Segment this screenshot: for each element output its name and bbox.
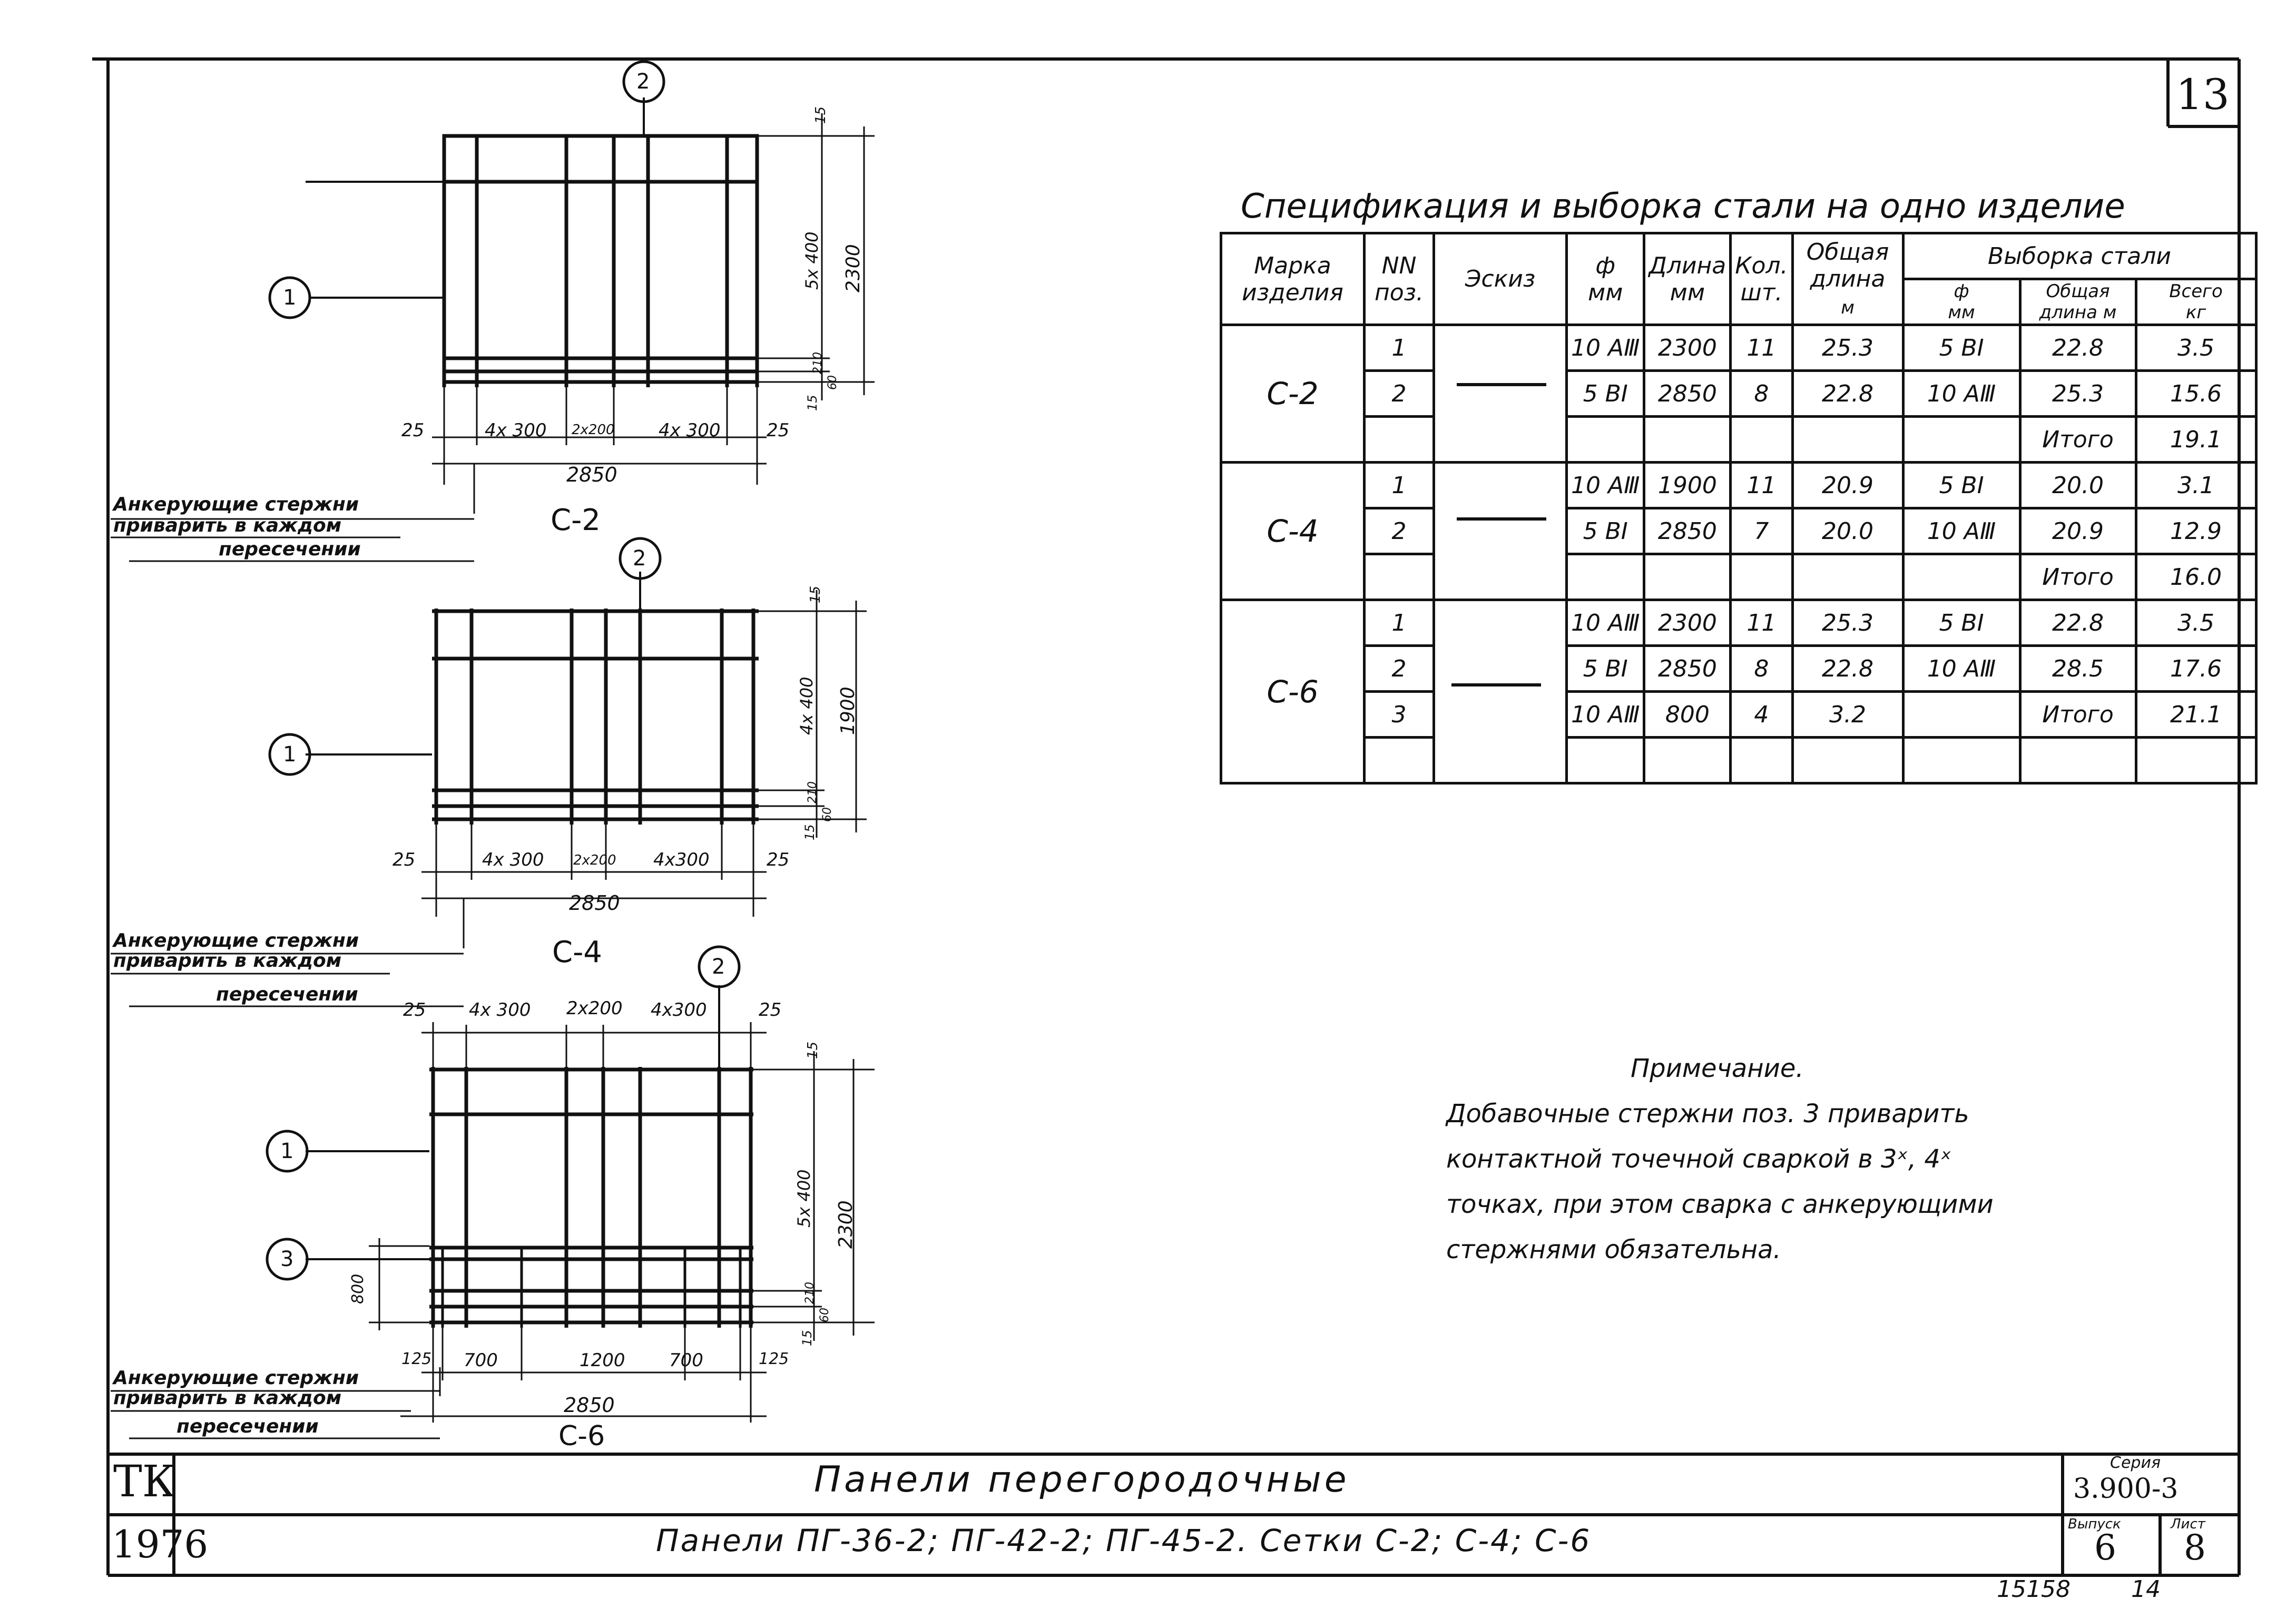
table-row <box>1221 463 2256 508</box>
series-label: Серия <box>2110 1454 2161 1472</box>
cell-len: 2300 <box>1644 325 1731 371</box>
callout-2-c2: 2 <box>636 70 650 94</box>
cell-len <box>1644 738 1731 783</box>
cell-dia <box>1567 417 1644 463</box>
table-row-total <box>1221 554 2256 600</box>
cell-pos: 2 <box>1365 508 1434 554</box>
c4-dim-4x300-a: 4x 300 <box>482 849 544 870</box>
c2-dim-210: 210 <box>811 352 825 374</box>
cell-total: 20.0 <box>1792 508 1903 554</box>
c4-total-width: 2850 <box>569 891 620 915</box>
cell-pos: 2 <box>1365 646 1434 692</box>
header-sel-total: Всего кг <box>2136 279 2256 325</box>
callout-2-c6: 2 <box>712 955 725 979</box>
cell-len: 2850 <box>1644 371 1731 417</box>
note-line-3: точках, при этом сварка с анкерующими <box>1446 1190 1994 1219</box>
header-sel-len: Общая длина м <box>2020 279 2136 325</box>
cell-sel-kg <box>2136 738 2256 783</box>
cell-sel-kg: 12.9 <box>2136 508 2256 554</box>
sketch-c2 <box>1434 325 1567 463</box>
c6-dim-800: 800 <box>349 1273 367 1304</box>
cell-sel-dia: 5 ВⅠ <box>1903 325 2020 371</box>
cell-qty: 11 <box>1731 463 1792 508</box>
cell-len: 2300 <box>1644 600 1731 646</box>
c6-dim-bottom-1200: 1200 <box>580 1350 625 1371</box>
header-mark: Марка изделия <box>1221 233 1365 325</box>
c2-dim-top-15: 15 <box>813 106 829 124</box>
table-row-total <box>1221 417 2256 463</box>
cell-qty: 8 <box>1731 646 1792 692</box>
cell-pos: 3 <box>1365 692 1434 738</box>
callout-2-c4: 2 <box>633 546 646 571</box>
cell-qty: 11 <box>1731 325 1792 371</box>
callout-1-c6: 1 <box>280 1139 294 1163</box>
c4-anchor-note-line3: пересечении <box>216 984 358 1005</box>
c6-dim-top-4x300-a: 4x 300 <box>469 999 531 1021</box>
cell-total <box>1792 554 1903 600</box>
c6-dim-bottom-700-a: 700 <box>464 1350 498 1371</box>
header-sel-dia: ф мм <box>1903 279 2020 325</box>
c6-dim-top-right-25: 25 <box>759 999 782 1021</box>
callout-1-c2: 1 <box>283 286 297 310</box>
cell-qty: 7 <box>1731 508 1792 554</box>
cell-qty: 8 <box>1731 371 1792 417</box>
c2-dim-60: 60 <box>826 375 839 390</box>
cell-pos: 2 <box>1365 371 1434 417</box>
drawing-title: Панели перегородочные <box>814 1459 1350 1501</box>
cell-sel-kg: 17.6 <box>2136 646 2256 692</box>
cell-total <box>1792 738 1903 783</box>
cell-qty <box>1731 738 1792 783</box>
c2-total-width: 2850 <box>566 463 617 486</box>
cell-sel-dia: 5 ВⅠ <box>1903 600 2020 646</box>
cell-len: 1900 <box>1644 463 1731 508</box>
spec-title: Спецификация и выборка стали на одно изделие <box>1241 187 2125 226</box>
cell-qty <box>1731 554 1792 600</box>
cell-total-label: Итого <box>2020 554 2136 600</box>
cell-total: 20.9 <box>1792 463 1903 508</box>
cell-len <box>1644 417 1731 463</box>
c6-dim-5x400: 5x 400 <box>794 1169 814 1228</box>
mesh-c6 <box>429 1067 753 1328</box>
cell-dia: 10 АⅢ <box>1567 692 1644 738</box>
c4-dim-4x300-b: 4x300 <box>653 849 710 870</box>
cell-total-kg: 21.1 <box>2136 692 2256 738</box>
c4-anchor-note-line1: Анкерующие стержни <box>113 930 359 952</box>
c4-dim-left-25: 25 <box>393 849 416 870</box>
cell-len <box>1644 554 1731 600</box>
cell-dia: 10 АⅢ <box>1567 600 1644 646</box>
cell-sel-dia <box>1903 417 2020 463</box>
cell-sel-dia: 5 ВⅠ <box>1903 463 2020 508</box>
cell-sel-dia: 10 АⅢ <box>1903 371 2020 417</box>
c6-total-height: 2300 <box>835 1200 857 1249</box>
c4-dim-4x400: 4x 400 <box>797 676 817 735</box>
cell-sel-len: 28.5 <box>2020 646 2136 692</box>
c4-dim-top-15: 15 <box>808 585 823 603</box>
c6-dim-top-2x200: 2x200 <box>566 998 623 1019</box>
cell-qty <box>1731 417 1792 463</box>
note-heading: Примечание. <box>1631 1054 1804 1083</box>
c2-dim-2x200: 2x200 <box>572 422 615 438</box>
issue-label: Выпуск <box>2068 1516 2121 1532</box>
year: 1976 <box>112 1522 209 1566</box>
c2-anchor-note-line2: приварить в каждом <box>113 515 342 536</box>
cell-total-label: Итого <box>2020 417 2136 463</box>
header-total-len: Общая длина м <box>1792 233 1903 325</box>
page-number: 14 <box>2131 1576 2161 1603</box>
c2-dim-bottom-15: 15 <box>805 395 820 411</box>
org-code: ТК <box>113 1457 176 1507</box>
cell-pos: 1 <box>1365 463 1434 508</box>
cell-dia: 10 АⅢ <box>1567 463 1644 508</box>
table-row <box>1221 325 2256 371</box>
cell-sel-kg: 3.1 <box>2136 463 2256 508</box>
c6-dim-top-15: 15 <box>805 1041 821 1059</box>
c2-label: С-2 <box>551 503 601 537</box>
cell-pos <box>1365 738 1434 783</box>
cell-total: 22.8 <box>1792 371 1903 417</box>
cell-len: 800 <box>1644 692 1731 738</box>
mark-c4: С-4 <box>1221 463 1365 600</box>
sheet-value: 8 <box>2184 1527 2206 1568</box>
cell-sel-dia: 10 АⅢ <box>1903 646 2020 692</box>
drawing-subtitle: Панели ПГ-36-2; ПГ-42-2; ПГ-45-2. Сетки С-2; С-4; С-6 <box>656 1523 1592 1558</box>
c6-label: С-6 <box>558 1420 605 1452</box>
cell-total-kg: 19.1 <box>2136 417 2256 463</box>
cell-total-kg: 16.0 <box>2136 554 2256 600</box>
note-block <box>1446 1046 1994 1272</box>
c4-anchor-note-line2: приварить в каждом <box>113 950 342 972</box>
c6-dim-bottom-125-right: 125 <box>759 1350 789 1368</box>
c2-dim-5x400: 5x 400 <box>802 231 822 290</box>
c6-dim-210: 210 <box>803 1282 817 1304</box>
cell-sel-len: 22.8 <box>2020 325 2136 371</box>
c6-dim-60: 60 <box>818 1308 831 1322</box>
cell-dia: 5 ВⅠ <box>1567 508 1644 554</box>
cell-total <box>1792 417 1903 463</box>
callout-1-c4: 1 <box>283 742 297 767</box>
issue-value: 6 <box>2094 1527 2116 1568</box>
cell-sel-len: 20.9 <box>2020 508 2136 554</box>
table-row <box>1221 371 2256 417</box>
c2-dim-4x300-b: 4x 300 <box>659 420 721 441</box>
cell-sel-dia: 10 АⅢ <box>1903 508 2020 554</box>
cell-dia: 5 ВⅠ <box>1567 371 1644 417</box>
header-len: Длина мм <box>1644 233 1731 325</box>
mark-c2: С-2 <box>1221 325 1365 463</box>
c4-dim-210: 210 <box>806 781 819 803</box>
cell-sel-dia <box>1903 738 2020 783</box>
c6-dim-top-4x300-b: 4x300 <box>651 999 707 1021</box>
cell-qty: 4 <box>1731 692 1792 738</box>
header-steel-selection: Выборка стали <box>1903 233 2256 279</box>
series-value: 3.900-3 <box>2073 1473 2179 1505</box>
table-row <box>1221 600 2256 646</box>
c6-dim-bottom-700-b: 700 <box>669 1350 703 1371</box>
c2-dim-left-25: 25 <box>401 420 425 441</box>
c2-dim-4x300-a: 4x 300 <box>485 420 547 441</box>
cell-len: 2850 <box>1644 508 1731 554</box>
cell-qty: 11 <box>1731 600 1792 646</box>
c4-dim-right-25: 25 <box>767 849 790 870</box>
c6-anchor-note-line3: пересечении <box>176 1416 319 1437</box>
c4-total-height: 1900 <box>837 687 859 735</box>
mesh-c4 <box>432 609 759 825</box>
cell-sel-dia <box>1903 692 2020 738</box>
sheet-label: Лист <box>2171 1516 2205 1532</box>
cell-len: 2850 <box>1644 646 1731 692</box>
mesh-c2 <box>443 134 759 387</box>
cell-dia <box>1567 738 1644 783</box>
cell-pos: 1 <box>1365 325 1434 371</box>
c6-anchor-note-line1: Анкерующие стержни <box>113 1367 359 1389</box>
callout-3-c6: 3 <box>280 1247 294 1271</box>
cell-total: 25.3 <box>1792 600 1903 646</box>
header-dia: ф мм <box>1567 233 1644 325</box>
sketch-c6 <box>1434 600 1567 783</box>
header-sketch: Эскиз <box>1434 233 1567 325</box>
c4-dim-60: 60 <box>821 807 834 822</box>
c6-anchor-note-line2: приварить в каждом <box>113 1387 342 1409</box>
note-line-4: стержнями обязательна. <box>1446 1235 1781 1264</box>
mark-c6: С-6 <box>1221 600 1365 783</box>
table-row <box>1221 692 2256 738</box>
cell-sel-dia <box>1903 554 2020 600</box>
c2-anchor-note-line1: Анкерующие стержни <box>113 494 359 515</box>
cell-pos <box>1365 554 1434 600</box>
c2-total-height: 2300 <box>842 244 864 292</box>
note-line-1: Добавочные стержни поз. 3 приварить <box>1446 1099 1969 1129</box>
cell-total-label: Итого <box>2020 692 2136 738</box>
cell-sel-len: 22.8 <box>2020 600 2136 646</box>
cell-dia <box>1567 554 1644 600</box>
sketch-c4 <box>1434 463 1567 600</box>
cell-total: 25.3 <box>1792 325 1903 371</box>
table-row-empty <box>1221 738 2256 783</box>
table-row <box>1221 646 2256 692</box>
spec-header-row-1 <box>1221 233 2256 279</box>
cell-pos: 1 <box>1365 600 1434 646</box>
c2-anchor-note-line3: пересечении <box>219 538 361 560</box>
c6-dim-bottom-15: 15 <box>800 1330 815 1346</box>
table-row <box>1221 508 2256 554</box>
c6-dim-top-left-25: 25 <box>403 999 426 1021</box>
spec-table <box>1220 232 2258 785</box>
c4-label: С-4 <box>552 935 602 969</box>
cell-dia: 10 АⅢ <box>1567 325 1644 371</box>
archive-code: 15158 <box>1997 1576 2071 1603</box>
c2-dim-right-25: 25 <box>767 420 790 441</box>
header-qty: Кол. шт. <box>1731 233 1792 325</box>
c6-total-width: 2850 <box>564 1394 615 1417</box>
c4-dim-2x200: 2x200 <box>573 852 616 868</box>
cell-sel-len: 25.3 <box>2020 371 2136 417</box>
note-line-2: контактной точечной сваркой в 3ˣ, 4ˣ <box>1446 1144 1952 1174</box>
cell-pos <box>1365 417 1434 463</box>
cell-dia: 5 ВⅠ <box>1567 646 1644 692</box>
cell-sel-len: 20.0 <box>2020 463 2136 508</box>
cell-sel-kg: 15.6 <box>2136 371 2256 417</box>
c6-dim-bottom-125-left: 125 <box>401 1350 432 1368</box>
header-pos: NN поз. <box>1365 233 1434 325</box>
cell-sel-kg: 3.5 <box>2136 600 2256 646</box>
cell-sel-len <box>2020 738 2136 783</box>
sheet-number: 13 <box>2176 70 2230 119</box>
cell-total: 22.8 <box>1792 646 1903 692</box>
cell-total: 3.2 <box>1792 692 1903 738</box>
cell-sel-kg: 3.5 <box>2136 325 2256 371</box>
c4-dim-bottom-15: 15 <box>802 824 817 840</box>
